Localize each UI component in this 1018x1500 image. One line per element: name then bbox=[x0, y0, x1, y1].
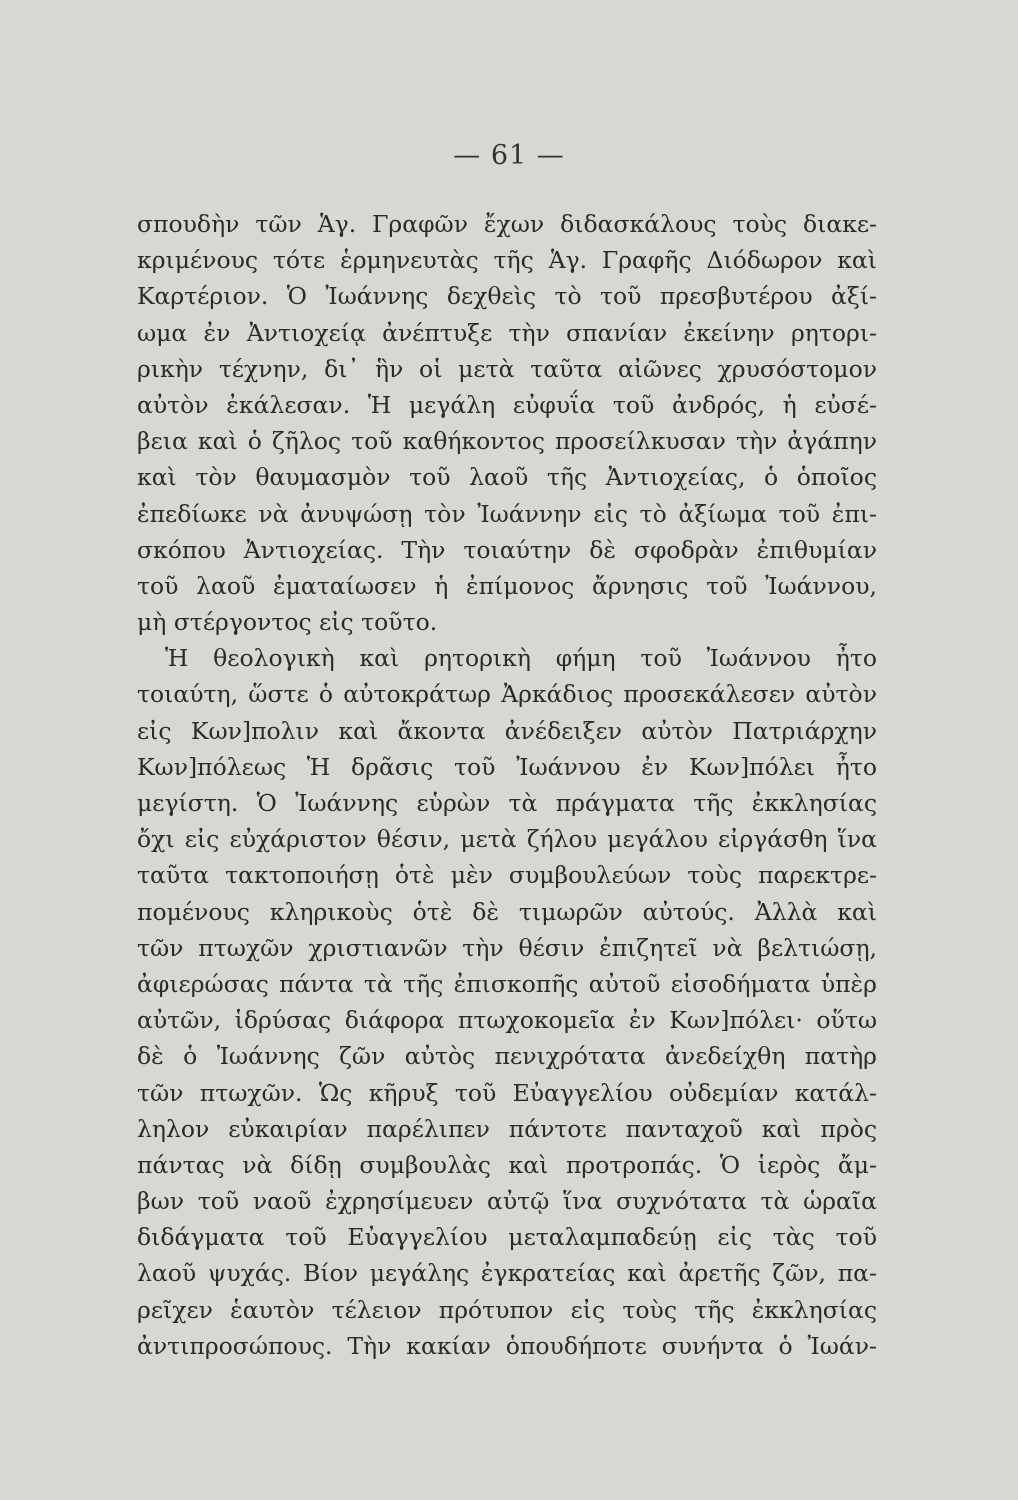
text-line: ταῦτα τακτοποιήσῃ ὁτὲ μὲν συμβουλεύων τοὺς παρεκτρε- bbox=[137, 861, 877, 890]
text-line: τοῦ λαοῦ ἐματαίωσεν ἡ ἐπίμονος ἄρνησις τοῦ Ἰωάννου, bbox=[137, 571, 877, 600]
text-line: τῶν πτωχῶν. Ὡς κῆρυξ τοῦ Εὐαγγελίου οὐδεμίαν κατάλ- bbox=[137, 1078, 877, 1107]
text-line: Καρτέριον. Ὁ Ἰωάννης δεχθεὶς τὸ τοῦ πρεσβυτέρου ἀξί- bbox=[137, 282, 877, 311]
body-text bbox=[137, 206, 877, 1364]
text-line: καὶ τὸν θαυμασμὸν τοῦ λαοῦ τῆς Ἀντιοχείας, ὁ ὁποῖος bbox=[137, 463, 877, 492]
text-line: κριμένους τότε ἑρμηνευτὰς τῆς Ἁγ. Γραφῆς Διόδωρον καὶ bbox=[137, 246, 877, 275]
text-line: μὴ στέργοντος εἰς τοῦτο. bbox=[137, 608, 438, 637]
text-line: ωμα ἐν Ἀντιοχείᾳ ἀνέπτυξε τὴν σπανίαν ἐκείνην ρητορι- bbox=[137, 318, 877, 347]
text-line: πάντας νὰ δίδῃ συμβουλὰς καὶ προτροπάς. Ὁ ἱερὸς ἄμ- bbox=[137, 1150, 877, 1179]
text-line: σκόπου Ἀντιοχείας. Τὴν τοιαύτην δὲ σφοδρὰν ἐπιθυμίαν bbox=[137, 535, 877, 564]
text-line: διδάγματα τοῦ Εὐαγγελίου μεταλαμπαδεύῃ εἰς τὰς τοῦ bbox=[137, 1223, 877, 1252]
text-line: ἐπεδίωκε νὰ ἀνυψώσῃ τὸν Ἰωάννην εἰς τὸ ἀξίωμα τοῦ ἐπι- bbox=[137, 499, 877, 528]
text-line: Κων]πόλεως Ἡ δρᾶσις τοῦ Ἰωάννου ἐν Κων]πόλει ἦτο bbox=[137, 752, 877, 781]
text-line: Ἡ θεολογικὴ καὶ ρητορικὴ φήμη τοῦ Ἰωάννου ἦτο bbox=[165, 644, 877, 673]
text-line: λαοῦ ψυχάς. Βίον μεγάλης ἐγκρατείας καὶ ἀρετῆς ζῶν, πα- bbox=[137, 1259, 877, 1288]
text-line: τῶν πτωχῶν χριστιανῶν τὴν θέσιν ἐπιζητεῖ νὰ βελτιώσῃ, bbox=[137, 933, 877, 962]
text-line: ληλον εὐκαιρίαν παρέλιπεν πάντοτε πανταχοῦ καὶ πρὸς bbox=[137, 1114, 877, 1143]
text-line: αὐτῶν, ἱδρύσας διάφορα πτωχοκομεῖα ἐν Κων]πόλει· οὕτω bbox=[137, 1006, 877, 1035]
text-line: μεγίστη. Ὁ Ἰωάννης εὑρὼν τὰ πράγματα τῆς ἐκκλησίας bbox=[137, 789, 877, 817]
text-line: τοιαύτη, ὥστε ὁ αὐτοκράτωρ Ἀρκάδιος προσεκάλεσεν αὐτὸν bbox=[137, 680, 877, 709]
page-number: — 61 — bbox=[453, 140, 565, 171]
text-line: βων τοῦ ναοῦ ἐχρησίμευεν αὐτῷ ἵνα συχνότατα τὰ ὡραῖα bbox=[137, 1187, 877, 1216]
text-line: αὐτὸν ἐκάλεσαν. Ἡ μεγάλη εὐφυΐα τοῦ ἀνδρός, ἡ εὐσέ- bbox=[137, 390, 877, 419]
text-line: ρικὴν τέχνην, δι᾿ ἣν οἱ μετὰ ταῦτα αἰῶνες χρυσόστομον bbox=[137, 354, 877, 383]
text-line: σπουδὴν τῶν Ἁγ. Γραφῶν ἔχων διδασκάλους τοὺς διακε- bbox=[137, 210, 877, 238]
text-line: δὲ ὁ Ἰωάννης ζῶν αὐτὸς πενιχρότατα ἀνεδείχθη πατὴρ bbox=[137, 1042, 877, 1071]
text-line: ρεῖχεν ἑαυτὸν τέλειον πρότυπον εἰς τοὺς τῆς ἐκκλησίας bbox=[137, 1295, 877, 1324]
text-line: εἰς Κων]πολιν καὶ ἄκοντα ἀνέδειξεν αὐτὸν Πατριάρχην bbox=[137, 716, 877, 745]
text-line: βεια καὶ ὁ ζῆλος τοῦ καθήκοντος προσείλκυσαν τὴν ἀγάπην bbox=[137, 427, 877, 456]
text-line: ἀντιπροσώπους. Τὴν κακίαν ὁπουδήποτε συνήντα ὁ Ἰωάν- bbox=[137, 1331, 877, 1360]
text-line: ὄχι εἰς εὐχάριστον θέσιν, μετὰ ζήλου μεγάλου εἰργάσθη ἵνα bbox=[137, 825, 877, 854]
text-line: ἀφιερώσας πάντα τὰ τῆς ἐπισκοπῆς αὐτοῦ εἰσοδήματα ὑπὲρ bbox=[137, 969, 877, 998]
text-line: πομένους κληρικοὺς ὁτὲ δὲ τιμωρῶν αὐτούς. Ἀλλὰ καὶ bbox=[137, 897, 877, 926]
